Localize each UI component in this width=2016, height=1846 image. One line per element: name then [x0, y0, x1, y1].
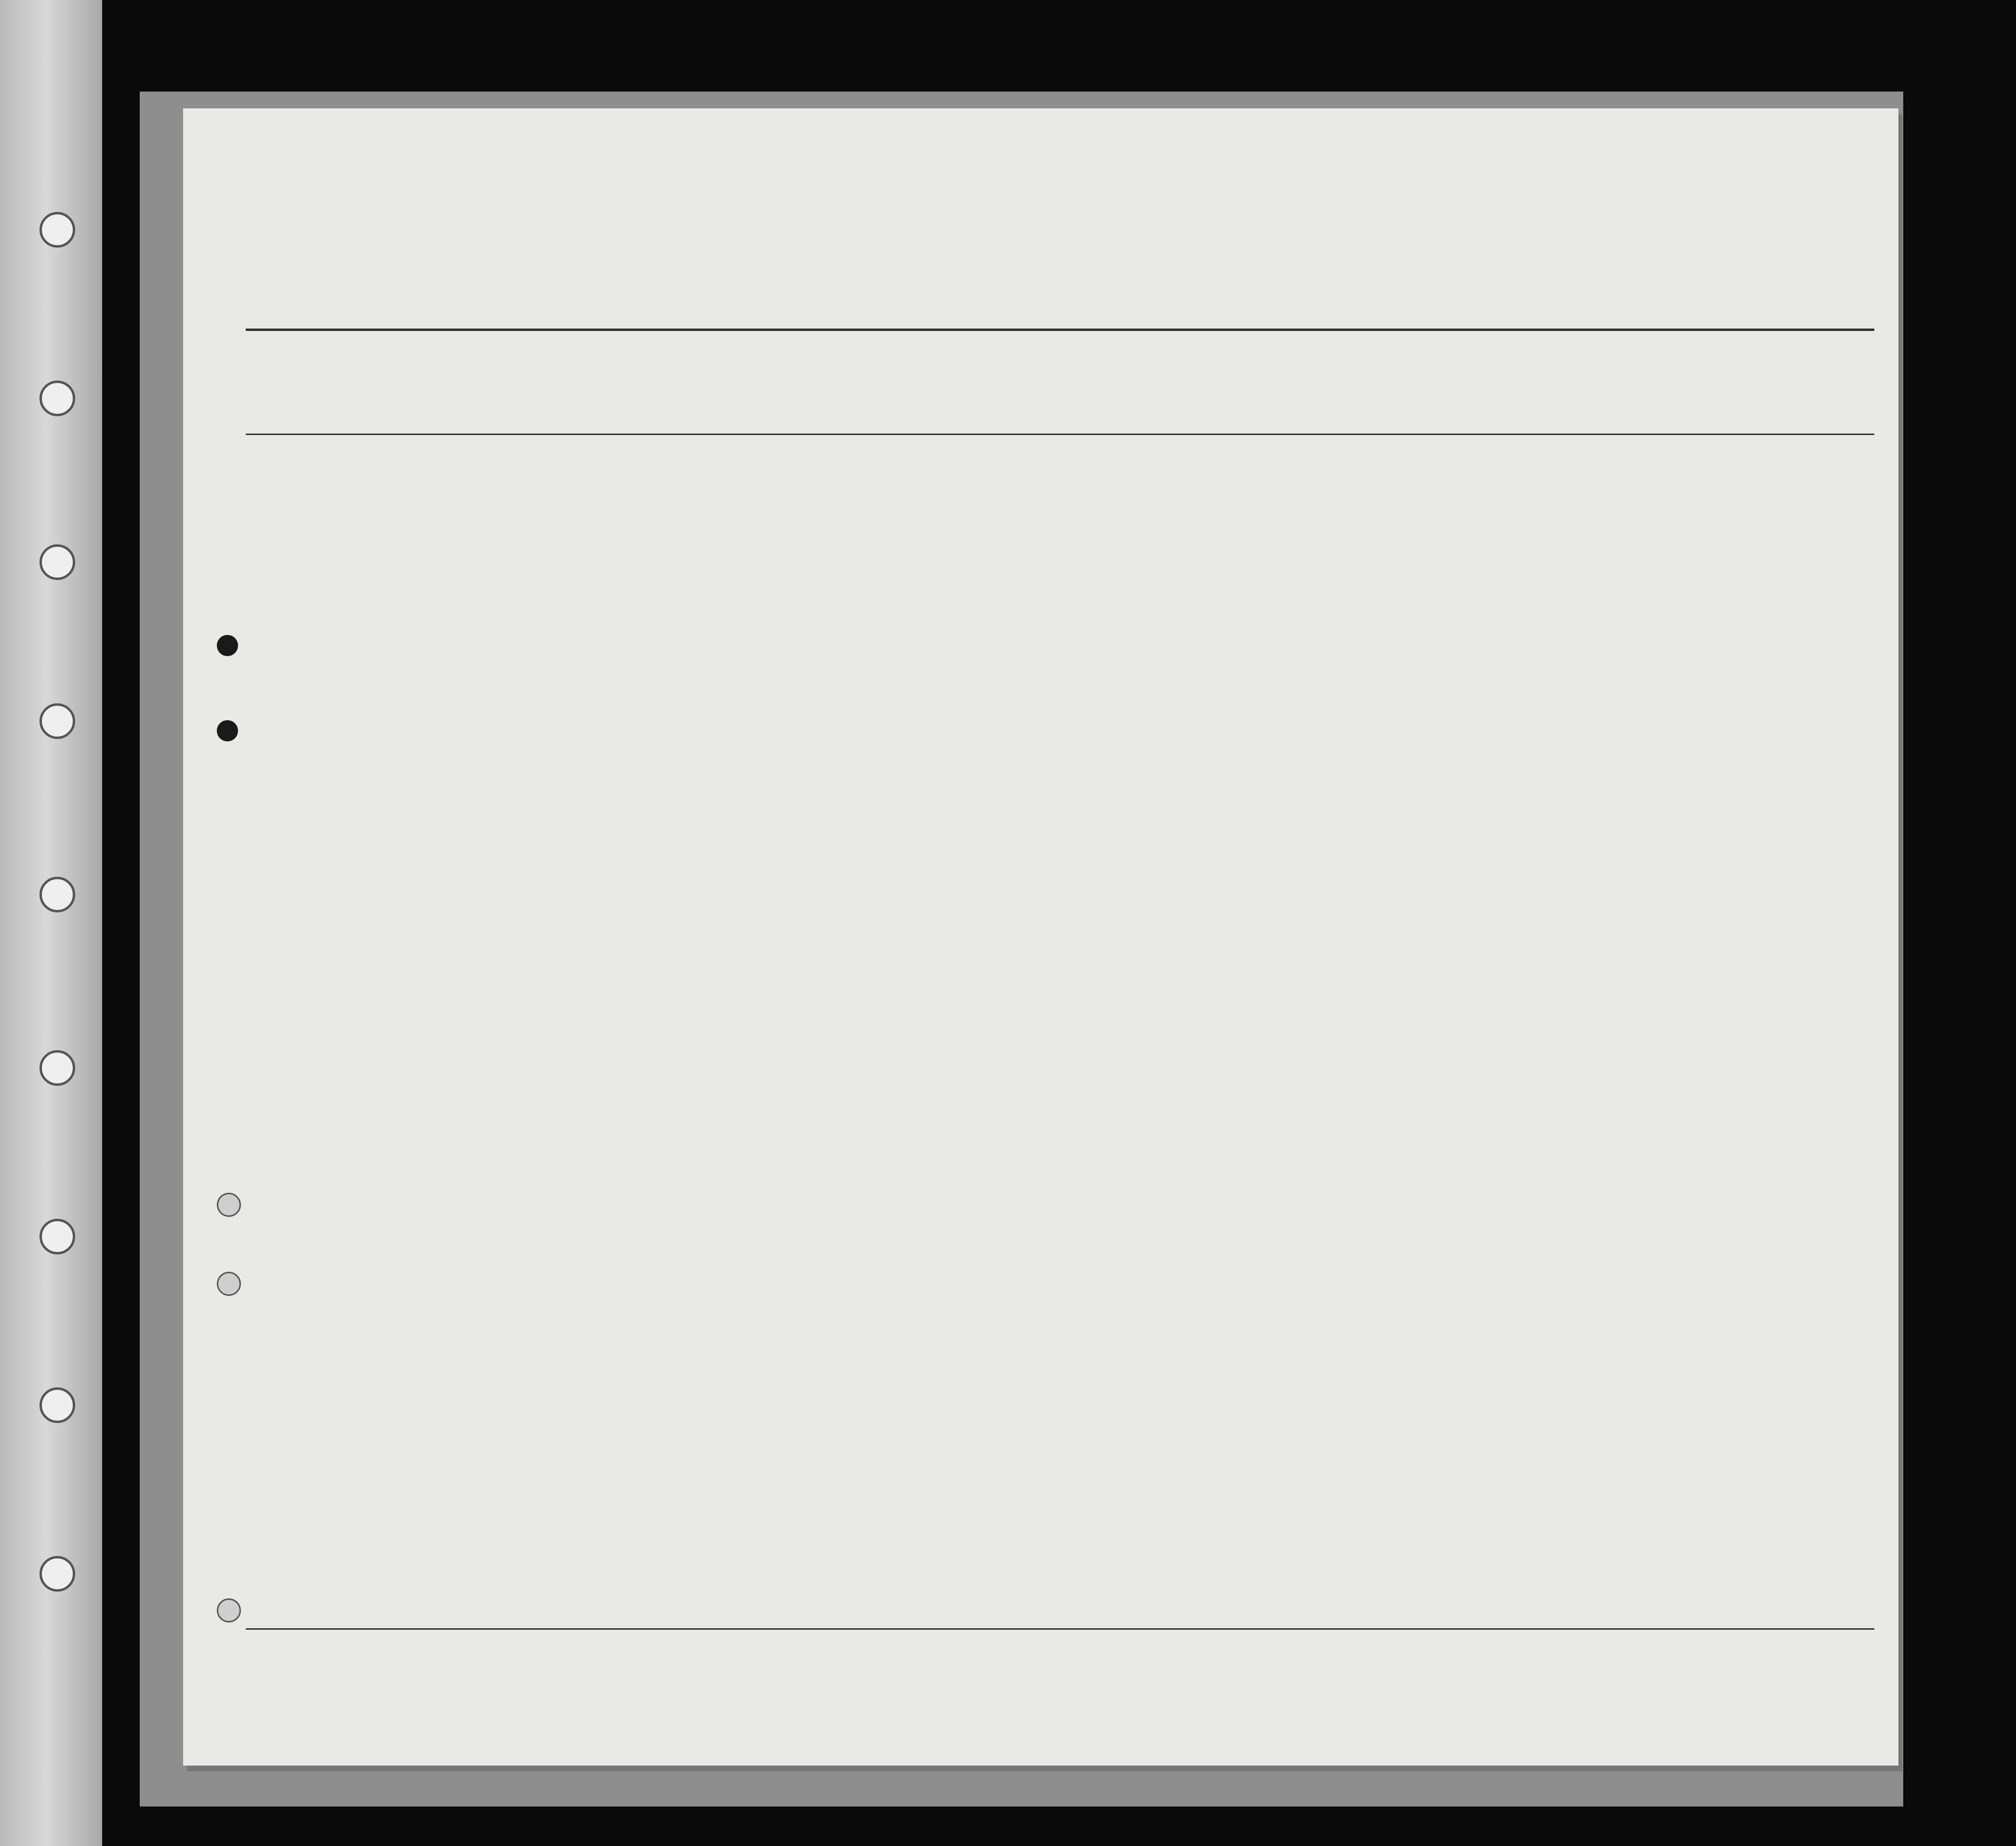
binder-hole: [40, 877, 75, 912]
binder-hole: [40, 212, 75, 248]
punch-hole: [217, 720, 238, 741]
header-bottom-rule: [246, 434, 1874, 435]
binder-hole: [40, 1556, 75, 1592]
binder-strip: [0, 0, 102, 1846]
punch-hole: [217, 1272, 241, 1296]
table-top-rule: [246, 329, 1874, 331]
manifest-sheet: [183, 108, 1898, 1766]
binder-hole: [40, 381, 75, 416]
binder-hole: [40, 1387, 75, 1423]
table-bottom-rule: [246, 1628, 1874, 1630]
binder-hole: [40, 544, 75, 580]
binder-hole: [40, 703, 75, 739]
punch-hole: [217, 635, 238, 656]
punch-hole: [217, 1598, 241, 1622]
punch-hole: [217, 1193, 241, 1217]
binder-hole: [40, 1050, 75, 1086]
binder-hole: [40, 1219, 75, 1254]
